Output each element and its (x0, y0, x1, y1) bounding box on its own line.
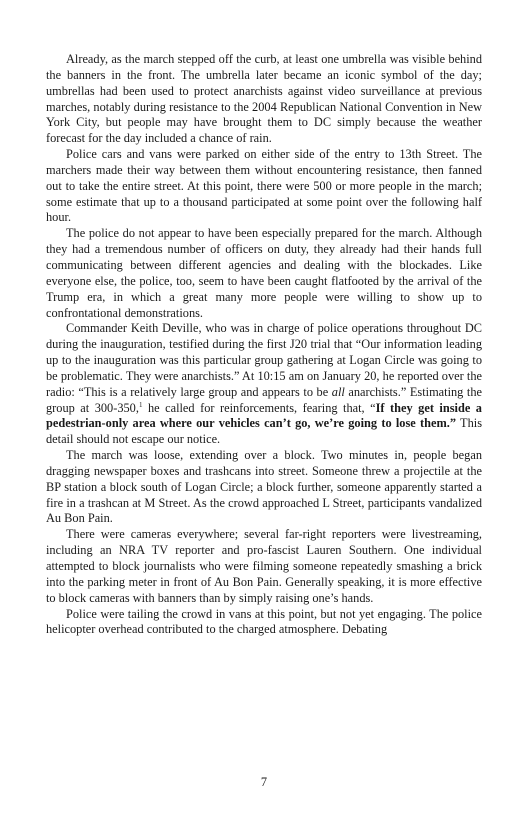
footnote-marker[interactable]: 1 (138, 400, 143, 409)
body-text (46, 52, 482, 638)
paragraph-umbrella: Already, as the march stepped off the curb, at least one umbrella was visible behind the banners in the front. The umbrella later became an iconic symbol of the day; umbrellas had been used to protect anarchists against video surveillance at previous marches, notably during resistance to the 2004 Republican National Convention in New York City, but people may have brought them to DC simply because the weather forecast for the day included a chance of rain. (46, 52, 482, 146)
paragraph-cameras: There were cameras everywhere; several far-right reporters were livestreaming, including an NRA TV reporter and pro-fascist Lauren Southern. One individual attempted to block journalists who were filming someone repeatedly smashing a brick into the parking meter in front of Au Bon Pain. Generally speaking, it is more effective to block cameras with banners than by simply raising one’s hands. (46, 527, 482, 605)
text-run: he called for reinforcements, fearing that, “ (142, 400, 376, 415)
text-run: anarchists.” Estimating the group at 300-350, (46, 384, 482, 415)
page-number: 7 (260, 775, 268, 789)
italic-text: all (331, 384, 345, 399)
paragraph-police-prepared: The police do not appear to have been especially prepared for the march. Although they had a tremendous number of officers on duty, they already had their hands full communicating between different agencies and dealing with the blockades. Like everyone else, the police, too, seem to have been caught flatfooted by the arrival of the Trump era, in which a great many more people were willing to show up to confrontational demonstrations. (46, 226, 482, 320)
bold-quote: If they get inside a pedestrian-only area where our vehicles can’t go, we’re going to lose them.” (46, 400, 482, 431)
paragraph-police-cars: Police cars and vans were parked on either side of the entry to 13th Street. The marchers made their way between them without encountering resistance, then fanned out to take the entire street. At this point, there were 500 or more people in the march; some estimate that up to a thousand participated at some point over the following half hour. (46, 147, 482, 225)
paragraph-commander-deville (46, 321, 482, 448)
text-run: Commander Keith Deville, who was in charge of police operations throughout DC during the inauguration, testified during the first J20 trial that “Our information leading up to the inauguration was this particular group gathering at Logan Circle was going to be problematic. They were anarchists.” At 10:15 am on January 20, he reported over the radio: “This is a relatively large group and appears to be (46, 321, 482, 399)
text-run: This detail should not escape our notice. (46, 416, 482, 447)
paragraph-march-loose: The march was loose, extending over a block. Two minutes in, people began dragging newspaper boxes and trashcans into street. Someone threw a projectile at the BP station a block south of Logan Circle; a block further, someone apparently started a fire in a trashcan at M Street. As the crowd approached L Street, participants vandalized Au Bon Pain. (46, 448, 482, 526)
paragraph-police-tailing: Police were tailing the crowd in vans at this point, but not yet engaging. The police helicopter overhead contributed to the charged atmosphere. Debating (46, 606, 482, 637)
